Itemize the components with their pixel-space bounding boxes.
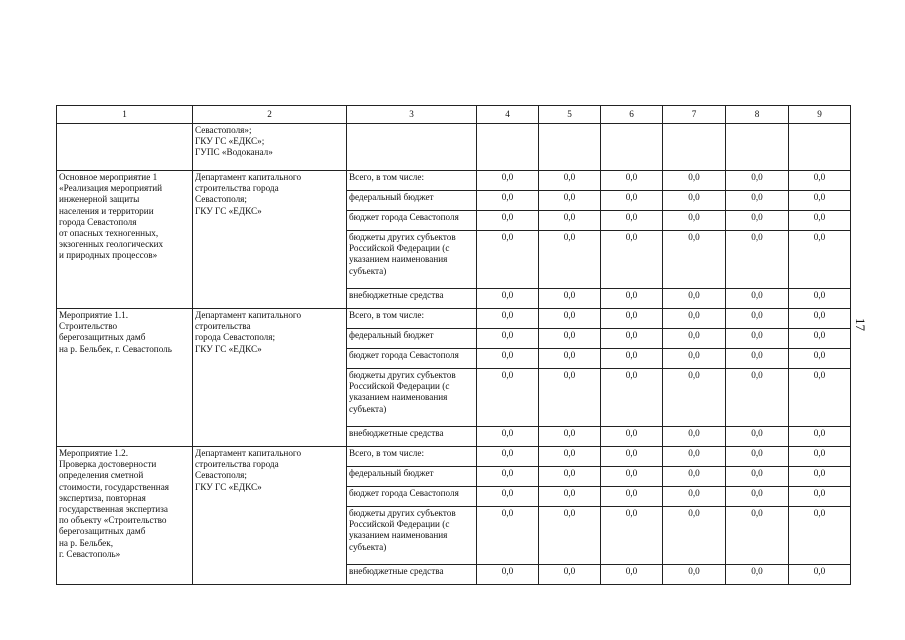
amount-cell: 0,0 [726,349,789,369]
table-row [57,309,851,329]
amount-cell: 0,0 [601,211,663,231]
amount-cell: 0,0 [789,349,851,369]
empty-cell [601,124,663,171]
amount-cell: 0,0 [601,289,663,309]
amount-cell: 0,0 [477,171,539,191]
amount-cell: 0,0 [477,447,539,467]
empty-cell [477,124,539,171]
continuation-executors: Севастополя»; ГКУ ГС «ЕДКС»; ГУПС «Водоканал» [193,124,347,171]
funding-source: бюджеты других субъектов Российской Федерации (с указанием наименования субъекта) [347,369,477,427]
amount-cell: 0,0 [601,171,663,191]
amount-cell: 0,0 [663,329,726,349]
amount-cell: 0,0 [789,467,851,487]
amount-cell: 0,0 [539,565,601,585]
amount-cell: 0,0 [601,565,663,585]
amount-cell: 0,0 [789,427,851,447]
funding-source: Всего, в том числе: [347,309,477,329]
empty-cell [539,124,601,171]
amount-cell: 0,0 [601,349,663,369]
amount-cell: 0,0 [726,467,789,487]
funding-source: Всего, в том числе: [347,447,477,467]
measure-name: Основное мероприятие 1 «Реализация мероприятий инженерной защиты населения и территории города Севастополя от опасных техногенных, экзогенных геологических и природных процессов» [57,171,193,309]
header-cell: 4 [477,106,539,124]
amount-cell: 0,0 [726,211,789,231]
measure-name: Мероприятие 1.2. Проверка достоверности определения сметной стоимости, государственная экспертиза, повторная государственная экспертиза по объекту «Строительство берегозащитных дамб на р. Бельбек, г. Севастополь» [57,447,193,585]
amount-cell: 0,0 [539,191,601,211]
amount-cell: 0,0 [789,565,851,585]
amount-cell: 0,0 [601,447,663,467]
amount-cell: 0,0 [539,309,601,329]
funding-source: бюджеты других субъектов Российской Федерации (с указанием наименования субъекта) [347,507,477,565]
funding-source: федеральный бюджет [347,467,477,487]
amount-cell: 0,0 [477,289,539,309]
amount-cell: 0,0 [789,369,851,427]
funding-source: внебюджетные средства [347,289,477,309]
amount-cell: 0,0 [726,507,789,565]
amount-cell: 0,0 [726,329,789,349]
header-row [57,106,851,124]
table-row [57,447,851,467]
amount-cell: 0,0 [539,231,601,289]
amount-cell: 0,0 [663,211,726,231]
amount-cell: 0,0 [663,467,726,487]
amount-cell: 0,0 [477,231,539,289]
amount-cell: 0,0 [726,309,789,329]
amount-cell: 0,0 [477,349,539,369]
funding-source: федеральный бюджет [347,191,477,211]
amount-cell: 0,0 [663,507,726,565]
amount-cell: 0,0 [789,329,851,349]
funding-table [56,105,851,585]
amount-cell: 0,0 [663,289,726,309]
table-body [57,106,851,585]
amount-cell: 0,0 [789,447,851,467]
funding-source: бюджеты других субъектов Российской Федерации (с указанием наименования субъекта) [347,231,477,289]
amount-cell: 0,0 [789,171,851,191]
amount-cell: 0,0 [789,191,851,211]
amount-cell: 0,0 [601,487,663,507]
amount-cell: 0,0 [477,487,539,507]
amount-cell: 0,0 [726,565,789,585]
header-cell: 3 [347,106,477,124]
header-cell: 8 [726,106,789,124]
amount-cell: 0,0 [601,329,663,349]
funding-source: бюджет города Севастополя [347,211,477,231]
amount-cell: 0,0 [477,507,539,565]
header-cell: 5 [539,106,601,124]
header-cell: 9 [789,106,851,124]
amount-cell: 0,0 [477,427,539,447]
amount-cell: 0,0 [539,369,601,427]
amount-cell: 0,0 [663,191,726,211]
continuation-row [57,124,851,171]
amount-cell: 0,0 [539,447,601,467]
amount-cell: 0,0 [601,369,663,427]
amount-cell: 0,0 [477,467,539,487]
amount-cell: 0,0 [477,565,539,585]
amount-cell: 0,0 [726,191,789,211]
amount-cell: 0,0 [726,289,789,309]
amount-cell: 0,0 [477,369,539,427]
header-cell: 7 [663,106,726,124]
amount-cell: 0,0 [726,171,789,191]
amount-cell: 0,0 [663,487,726,507]
amount-cell: 0,0 [663,349,726,369]
amount-cell: 0,0 [663,565,726,585]
amount-cell: 0,0 [789,231,851,289]
amount-cell: 0,0 [539,427,601,447]
header-cell: 6 [601,106,663,124]
amount-cell: 0,0 [539,289,601,309]
amount-cell: 0,0 [789,309,851,329]
measure-executors: Департамент капитального строительства города Севастополя; ГКУ ГС «ЕДКС» [193,171,347,309]
amount-cell: 0,0 [726,447,789,467]
amount-cell: 0,0 [601,467,663,487]
funding-source: бюджет города Севастополя [347,487,477,507]
amount-cell: 0,0 [726,427,789,447]
amount-cell: 0,0 [789,507,851,565]
amount-cell: 0,0 [539,487,601,507]
amount-cell: 0,0 [601,231,663,289]
measure-name: Мероприятие 1.1. Строительство берегозащитных дамб на р. Бельбек, г. Севастополь [57,309,193,447]
table-row [57,171,851,191]
amount-cell: 0,0 [726,369,789,427]
amount-cell: 0,0 [539,507,601,565]
empty-cell [789,124,851,171]
amount-cell: 0,0 [601,191,663,211]
amount-cell: 0,0 [601,309,663,329]
amount-cell: 0,0 [539,211,601,231]
amount-cell: 0,0 [601,507,663,565]
empty-cell [663,124,726,171]
empty-cell [347,124,477,171]
continuation-name-cell [57,124,193,171]
amount-cell: 0,0 [663,231,726,289]
amount-cell: 0,0 [663,447,726,467]
header-cell: 2 [193,106,347,124]
funding-source: бюджет города Севастополя [347,349,477,369]
amount-cell: 0,0 [539,467,601,487]
amount-cell: 0,0 [539,329,601,349]
amount-cell: 0,0 [663,369,726,427]
amount-cell: 0,0 [789,211,851,231]
amount-cell: 0,0 [539,349,601,369]
funding-source: внебюджетные средства [347,427,477,447]
amount-cell: 0,0 [726,487,789,507]
amount-cell: 0,0 [663,427,726,447]
measure-executors: Департамент капитального строительства города Севастополя; ГКУ ГС «ЕДКС» [193,447,347,585]
amount-cell: 0,0 [539,171,601,191]
amount-cell: 0,0 [663,309,726,329]
funding-source: федеральный бюджет [347,329,477,349]
amount-cell: 0,0 [477,309,539,329]
measure-executors: Департамент капитального строительства города Севастополя; ГКУ ГС «ЕДКС» [193,309,347,447]
page-number: 17 [853,318,868,331]
funding-source: Всего, в том числе: [347,171,477,191]
empty-cell [726,124,789,171]
amount-cell: 0,0 [663,171,726,191]
amount-cell: 0,0 [789,487,851,507]
amount-cell: 0,0 [477,329,539,349]
amount-cell: 0,0 [477,191,539,211]
amount-cell: 0,0 [601,427,663,447]
amount-cell: 0,0 [477,211,539,231]
header-cell: 1 [57,106,193,124]
amount-cell: 0,0 [789,289,851,309]
amount-cell: 0,0 [726,231,789,289]
funding-source: внебюджетные средства [347,565,477,585]
